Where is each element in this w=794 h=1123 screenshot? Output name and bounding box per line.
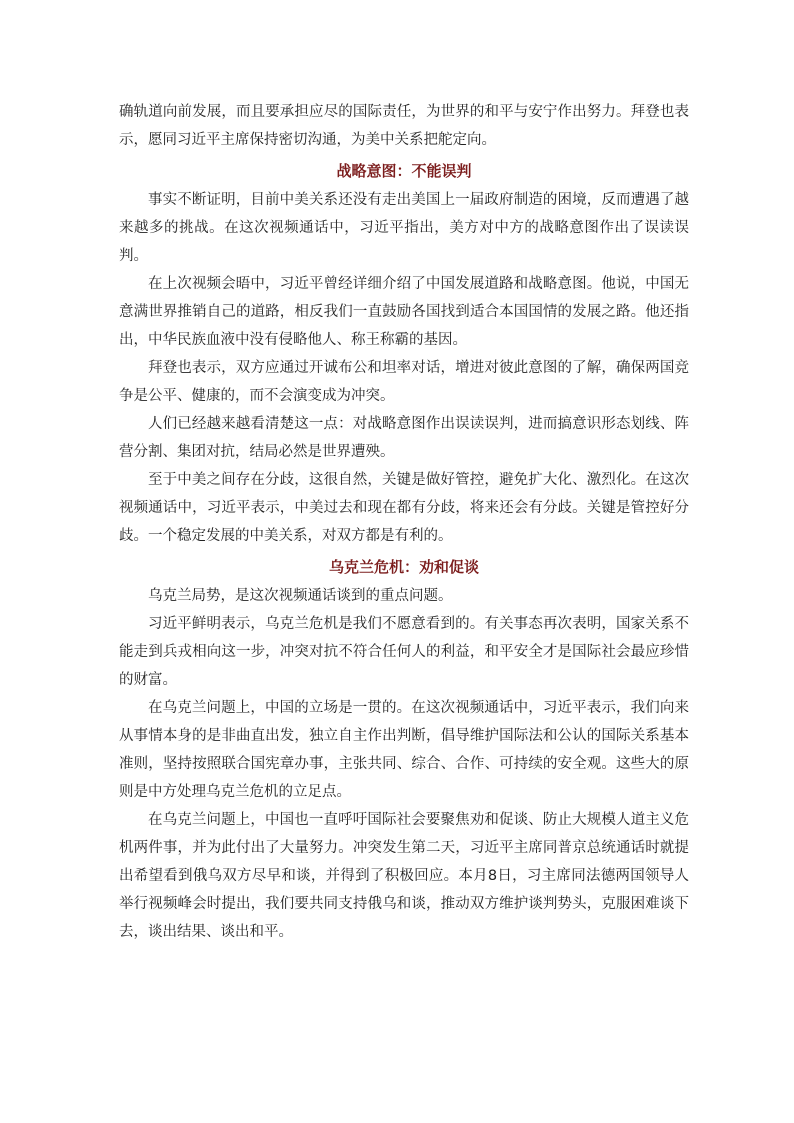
section-heading-ukraine-crisis: 乌克兰危机：劝和促谈 (328, 558, 479, 576)
paragraph: 乌克兰局势，是这次视频通话谈到的重点问题。 (148, 588, 453, 604)
paragraph: 至于中美之间存在分歧，这很自然，关键是做好管控，避免扩大化、激烈化。在这次视频通话中，习近平表示，中美过去和现在都有分歧，将来还会有分歧。关键是管控好分歧。一个稳定发展的中美关系，对双方都是有利的。 (119, 472, 689, 544)
paragraph: 人们已经越来越看清楚这一点：对战略意图作出误读误判，进而搞意识形态划线、阵营分割、集团对抗，结局必然是世界遭殃。 (119, 416, 689, 460)
paragraph: 习近平鲜明表示，乌克兰危机是我们不愿意看到的。有关事态再次表明，国家关系不能走到兵戎相向这一步，冲突对抗不符合任何人的利益，和平安全才是国际社会最应珍惜的财富。 (119, 616, 689, 688)
paragraph: 事实不断证明，目前中美关系还没有走出美国上一届政府制造的困境，反而遭遇了越来越多的挑战。在这次视频通话中，习近平指出，美方对中方的战略意图作出了误读误判。 (119, 192, 689, 264)
section-heading-strategic-intent: 战略意图：不能误判 (336, 162, 472, 180)
paragraph: 在乌克兰问题上，中国也一直呼吁国际社会要聚焦劝和促谈、防止大规模人道主义危机两件事，并为此付出了大量努力。冲突发生第二天，习近平主席同普京总统通话时就提出希望看到俄乌双方尽早和谈，并得到了积极回应。本月8日，习主席同法德两国领导人举行视频峰会时提出，我们要共同支持俄乌和谈，推动双方维护谈判势头，克服困难谈下去，谈出结果、谈出和平。 (119, 812, 689, 940)
article-body (119, 98, 689, 946)
paragraph: 在乌克兰问题上，中国的立场是一贯的。在这次视频通话中，习近平表示，我们向来从事情本身的是非曲直出发，独立自主作出判断，倡导维护国际法和公认的国际关系基本准则，坚持按照联合国宪章办事，主张共同、综合、合作、可持续的安全观。这些大的原则是中方处理乌克兰危机的立足点。 (119, 700, 689, 800)
paragraph: 在上次视频会晤中，习近平曾经详细介绍了中国发展道路和战略意图。他说，中国无意满世界推销自己的道路，相反我们一直鼓励各国找到适合本国国情的发展之路。他还指出，中华民族血液中没有侵略他人、称王称霸的基因。 (119, 276, 689, 348)
paragraph: 拜登也表示，双方应通过开诚布公和坦率对话，增进对彼此意图的了解，确保两国竞争是公平、健康的，而不会演变成为冲突。 (119, 360, 689, 404)
paragraph-continued: 确轨道向前发展，而且要承担应尽的国际责任，为世界的和平与安宁作出努力。拜登也表示，愿同习近平主席保持密切沟通，为美中关系把舵定向。 (119, 104, 689, 148)
